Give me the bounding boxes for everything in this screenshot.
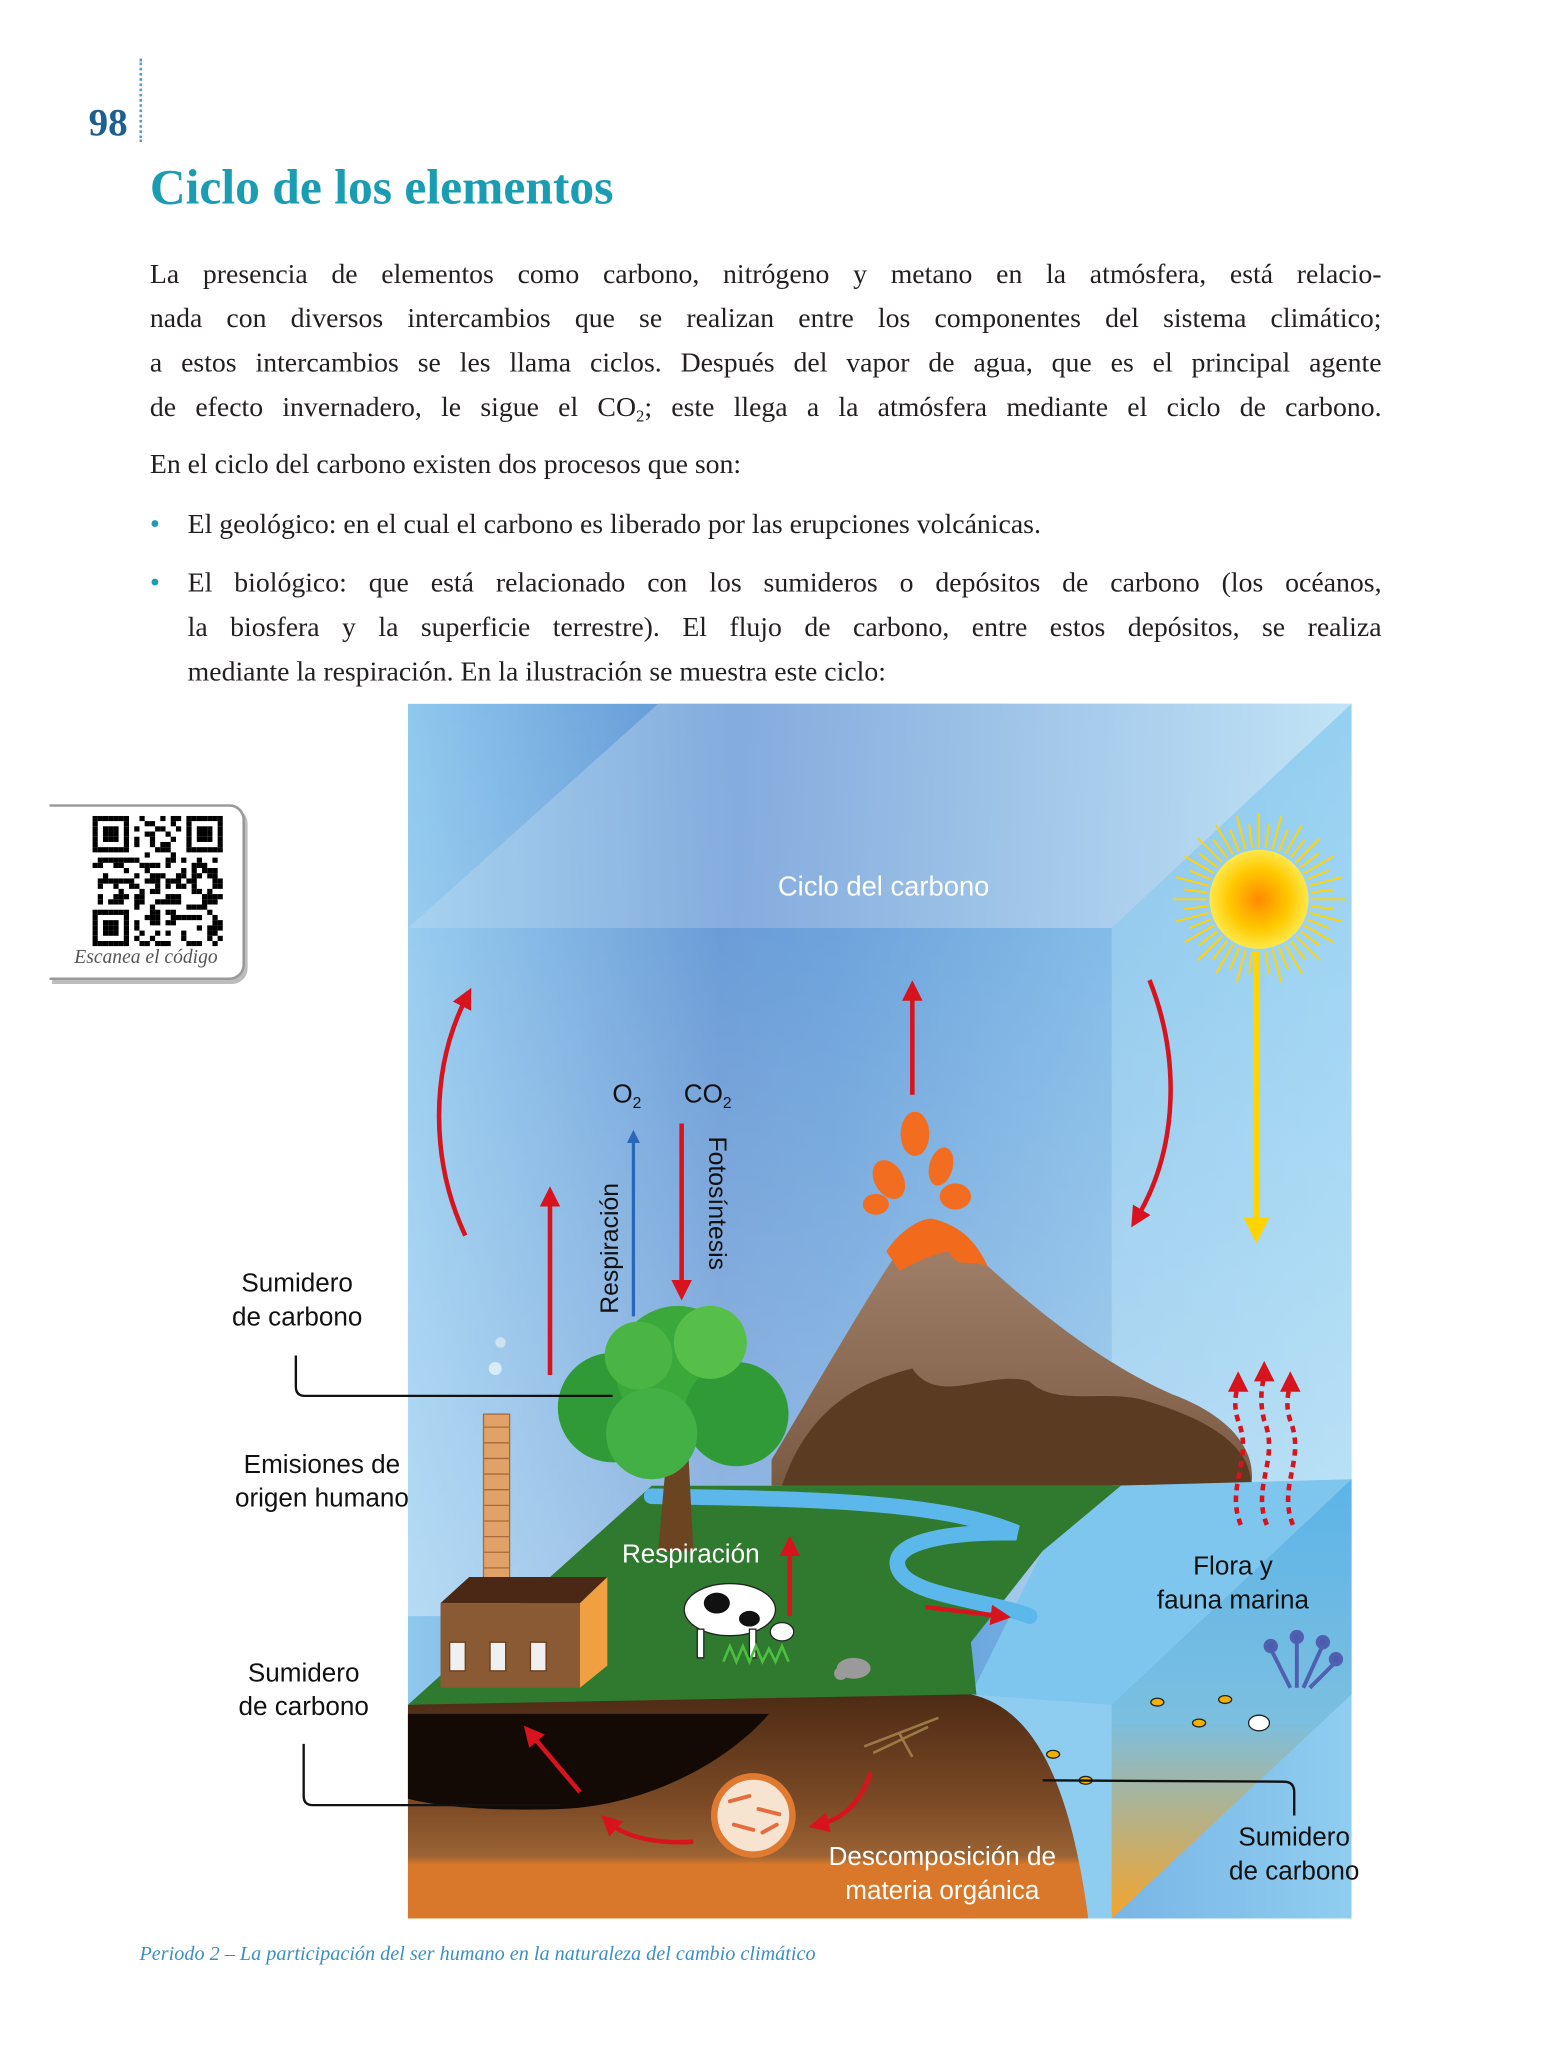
photosynthesis-vertical-label: Fotosíntesis [702,1136,730,1271]
text: de carbono [231,1303,363,1333]
paragraph-line: a estos intercambios se les llama ciclos. Después del vapor de agua, que es el principal agente [149,346,1382,378]
carbon-sink-label-bottom-left [238,1657,368,1725]
section-title: Ciclo de los elementos [149,160,614,216]
bullet-line: El geológico: en el cual el carbono es liberado por las erupciones volcánicas. [187,508,1041,540]
o2-label [612,1078,641,1112]
text: materia orgánica [845,1876,1040,1906]
page-number: 98 [88,101,128,145]
subscript: 2 [632,1093,642,1112]
subscript: 2 [722,1093,732,1112]
text: fauna marina [1156,1586,1310,1615]
text: Sumidero [1238,1823,1350,1853]
bullet-line: la biosfera y la superficie terrestre). El flujo de carbono, entre estos depósitos, se realiza [187,611,1382,643]
text: de carbono [238,1693,369,1722]
text: O [612,1080,633,1110]
page-footer: Periodo 2 – La participación del ser humano en la naturaleza del cambio climático [139,1943,816,1966]
text: CO [683,1080,723,1110]
text: origen humano [234,1484,409,1514]
respiration-vertical-label: Respiración [596,1182,625,1314]
text: de efecto invernadero, le sigue el CO [149,390,637,423]
text: ; este llega a la atmósfera mediante el ciclo de carbono. [644,390,1382,423]
paragraph-line: En el ciclo del carbono existen dos procesos que son: [149,448,742,480]
bullet-dot: • [149,506,160,540]
paragraph-line: nada con diversos intercambios que se realizan entre los componentes del sistema climático; [149,302,1382,334]
marine-life-label [1157,1550,1309,1618]
co2-label [684,1078,732,1112]
text: Descomposición de [828,1842,1057,1872]
human-emissions-label [235,1448,409,1516]
text: de carbono [1228,1857,1360,1886]
subscript: 2 [636,407,645,426]
qr-caption: Escanea el código [74,947,218,969]
text: Sumidero [241,1269,353,1299]
text: Emisiones de [243,1450,401,1480]
text: Sumidero [247,1659,360,1688]
decomposition-label [829,1840,1056,1908]
bullet-dot: • [149,565,160,599]
respiration-ground-label: Respiración [621,1540,760,1570]
bullet-line: mediante la respiración. En la ilustración se muestra este ciclo: [187,655,886,687]
paragraph-line: La presencia de elementos como carbono, nitrógeno y metano en la atmósfera, está relacio- [149,258,1382,290]
illustration-title: Ciclo del carbono [777,871,990,902]
bullet-line: El biológico: que está relacionado con los sumideros o depósitos de carbono (los océanos, [187,566,1382,599]
carbon-sink-label-right [1229,1821,1359,1889]
text: Flora y [1193,1552,1273,1581]
carbon-sink-label-top [232,1267,362,1335]
